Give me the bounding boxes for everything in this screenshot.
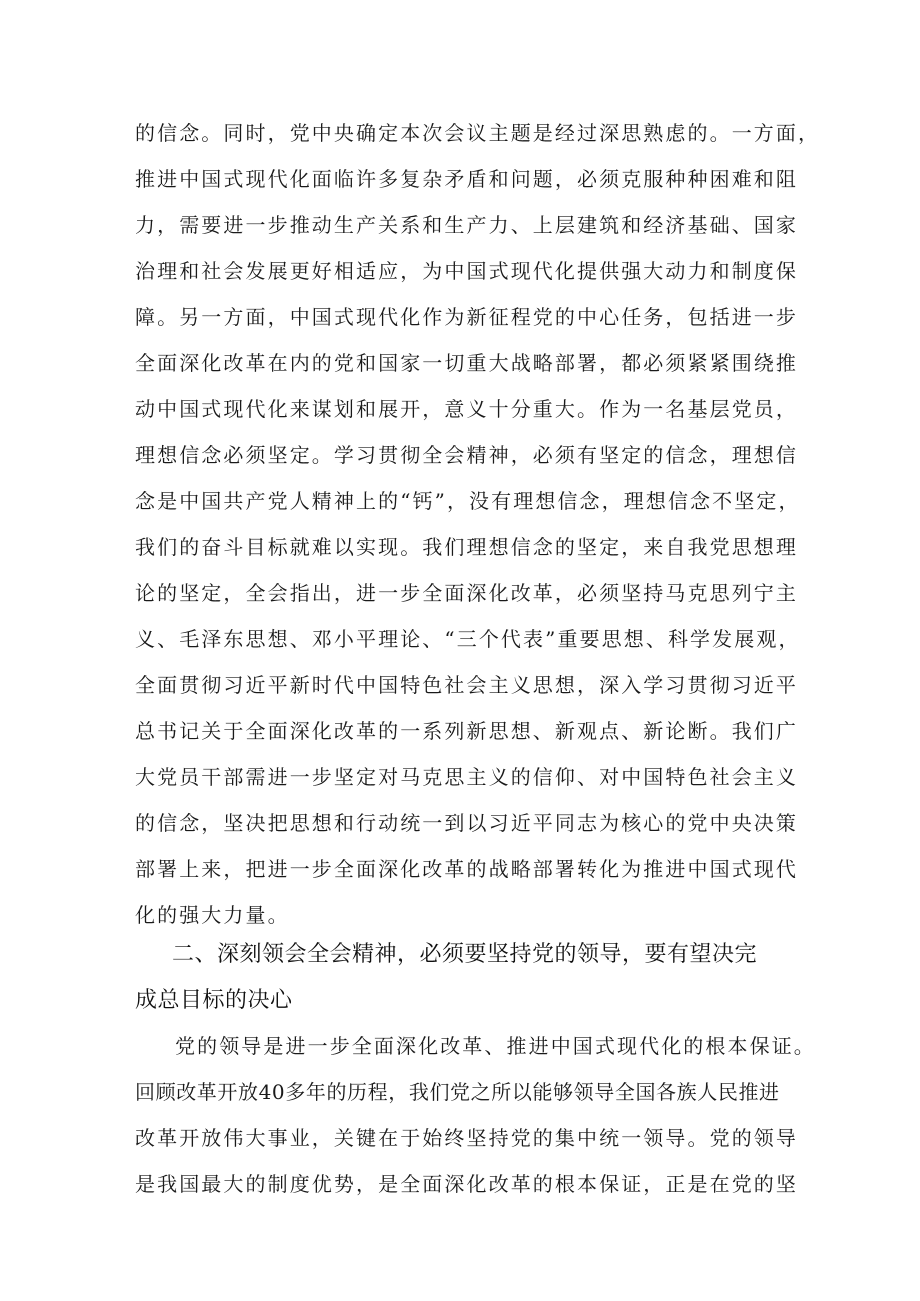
text-line: 我们的奋斗目标就难以实现。我们理想信念的坚定，来自我党思想理 bbox=[135, 535, 798, 559]
text-line: 障。另一方面，中国式现代化作为新征程党的中心任务，包括进一步 bbox=[135, 305, 798, 329]
text-line: 的信念，坚决把思想和行动统一到以习近平同志为核心的党中央决策 bbox=[135, 811, 798, 835]
text-line: 的信念。同时，党中央确定本次会议主题是经过深思熟虑的。一方面， bbox=[135, 121, 821, 145]
text-line: 部署上来，把进一步全面深化改革的战略部署转化为推进中国式现代 bbox=[135, 857, 798, 881]
text-line: 义、毛泽东思想、邓小平理论、“三个代表”重要思想、科学发展观， bbox=[135, 627, 801, 651]
text-line: 改革开放伟大事业，关键在于始终坚持党的集中统一领导。党的领导 bbox=[135, 1126, 798, 1150]
heading-line: 成总目标的决心 bbox=[135, 988, 293, 1013]
text-line: 动中国式现代化来谋划和展开，意义十分重大。作为一名基层党员， bbox=[135, 397, 798, 421]
text-line: 推进中国式现代化面临许多复杂矛盾和问题，必须克服种种困难和阻 bbox=[135, 167, 798, 191]
text-line: 大党员干部需进一步坚定对马克思主义的信仰、对中国特色社会主义 bbox=[135, 765, 798, 789]
text-line: 党的领导是进一步全面深化改革、推进中国式现代化的根本保证。 bbox=[175, 1034, 816, 1058]
text-line: 理想信念必须坚定。学习贯彻全会精神，必须有坚定的信念，理想信 bbox=[135, 443, 798, 467]
text-line: 化的强大力量。 bbox=[135, 903, 290, 927]
text-line: 是我国最大的制度优势，是全面深化改革的根本保证，正是在党的坚 bbox=[135, 1172, 798, 1196]
text-line: 全面贯彻习近平新时代中国特色社会主义思想，深入学习贯彻习近平 bbox=[135, 673, 798, 697]
heading-line: 二、深刻领会全会精神，必须要坚持党的领导，要有望决完 bbox=[172, 942, 758, 967]
text-line: 力，需要进一步推动生产关系和生产力、上层建筑和经济基础、国家 bbox=[135, 213, 798, 237]
text-line: 念是中国共产党人精神上的“钙”，没有理想信念，理想信念不坚定， bbox=[135, 489, 801, 513]
text-line: 总书记关于全面深化改革的一系列新思想、新观点、新论断。我们广 bbox=[135, 719, 798, 743]
text-line: 全面深化改革在内的党和国家一切重大战略部署，都必须紧紧围绕推 bbox=[135, 351, 798, 375]
text-line: 治理和社会发展更好相适应，为中国式现代化提供强大动力和制度保 bbox=[135, 259, 798, 283]
text-line: 回顾改革开放40多年的历程，我们党之所以能够领导全国各族人民推进 bbox=[135, 1080, 780, 1104]
text-line: 论的坚定，全会指出，进一步全面深化改革，必须坚持马克思列宁主 bbox=[135, 581, 798, 605]
